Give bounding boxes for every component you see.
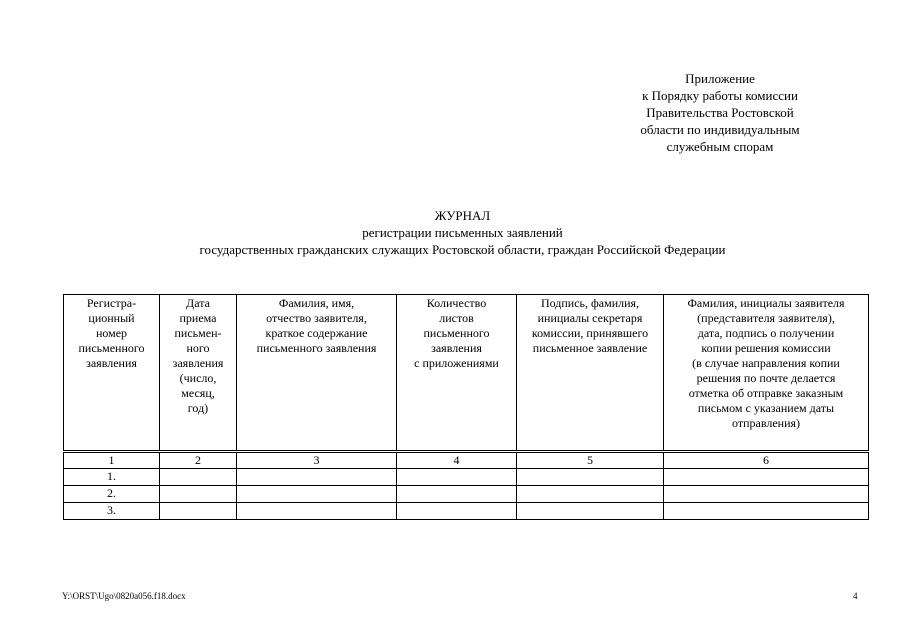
appendix-line: служебным спорам [666,139,774,154]
table-cell: 3. [64,503,160,520]
table-cell [517,486,664,503]
table-cell [160,486,237,503]
column-number: 3 [237,453,397,469]
appendix-line: Приложение [685,71,755,86]
table-cell [160,469,237,486]
journal-table [63,294,869,520]
table-cell [237,503,397,520]
table-cell: 2. [64,486,160,503]
column-number: 1 [64,453,160,469]
table-cell [517,503,664,520]
appendix-line: Правительства Ростовской [646,105,794,120]
column-number: 4 [397,453,517,469]
appendix-line: к Порядку работы комиссии [642,88,798,103]
table-cell: 1. [64,469,160,486]
table-cell [664,486,869,503]
header-registration-number: Регистра- ционный номер письменного заявления [64,295,160,451]
table-cell [517,469,664,486]
header-secretary-signature: Подпись, фамилия, инициалы секретаря комиссии, принявшего письменное заявление [517,295,664,451]
table-cell [397,469,517,486]
header-copy-receipt: Фамилия, инициалы заявителя (представителя заявителя), дата, подпись о получении копии решения комиссии (в случае направления копии решения по почте делается отметка об отправке заказным письмом с указанием даты отправления) [664,295,869,451]
column-number: 2 [160,453,237,469]
header-applicant-name: Фамилия, имя, отчество заявителя, краткое содержание письменного заявления [237,295,397,451]
table-cell [664,503,869,520]
table-row [64,469,869,486]
journal-subtitle-line1: регистрации письменных заявлений [362,225,563,240]
appendix-note [600,70,840,155]
journal-subtitle-line2: государственных гражданских служащих Ростовской области, граждан Российской Федерации [199,242,726,257]
column-number-row [64,453,869,469]
journal-title-block [60,207,865,258]
header-sheet-count: Количество листов письменного заявления с приложениями [397,295,517,451]
journal-title: ЖУРНАЛ [434,208,491,223]
table-row [64,486,869,503]
column-number: 6 [664,453,869,469]
appendix-line: области по индивидуальным [640,122,800,137]
table-cell [397,486,517,503]
table-cell [237,469,397,486]
table-row [64,503,869,520]
table-cell [237,486,397,503]
table-cell [397,503,517,520]
page-number: 4 [853,591,858,601]
table-header-row [64,295,869,451]
footer-file-path: Y:\ORST\Ugo\0820a056.f18.docx [62,591,186,601]
table-cell [664,469,869,486]
header-receipt-date: Дата приема письмен- ного заявления (число, месяц, год) [160,295,237,451]
table-cell [160,503,237,520]
column-number: 5 [517,453,664,469]
